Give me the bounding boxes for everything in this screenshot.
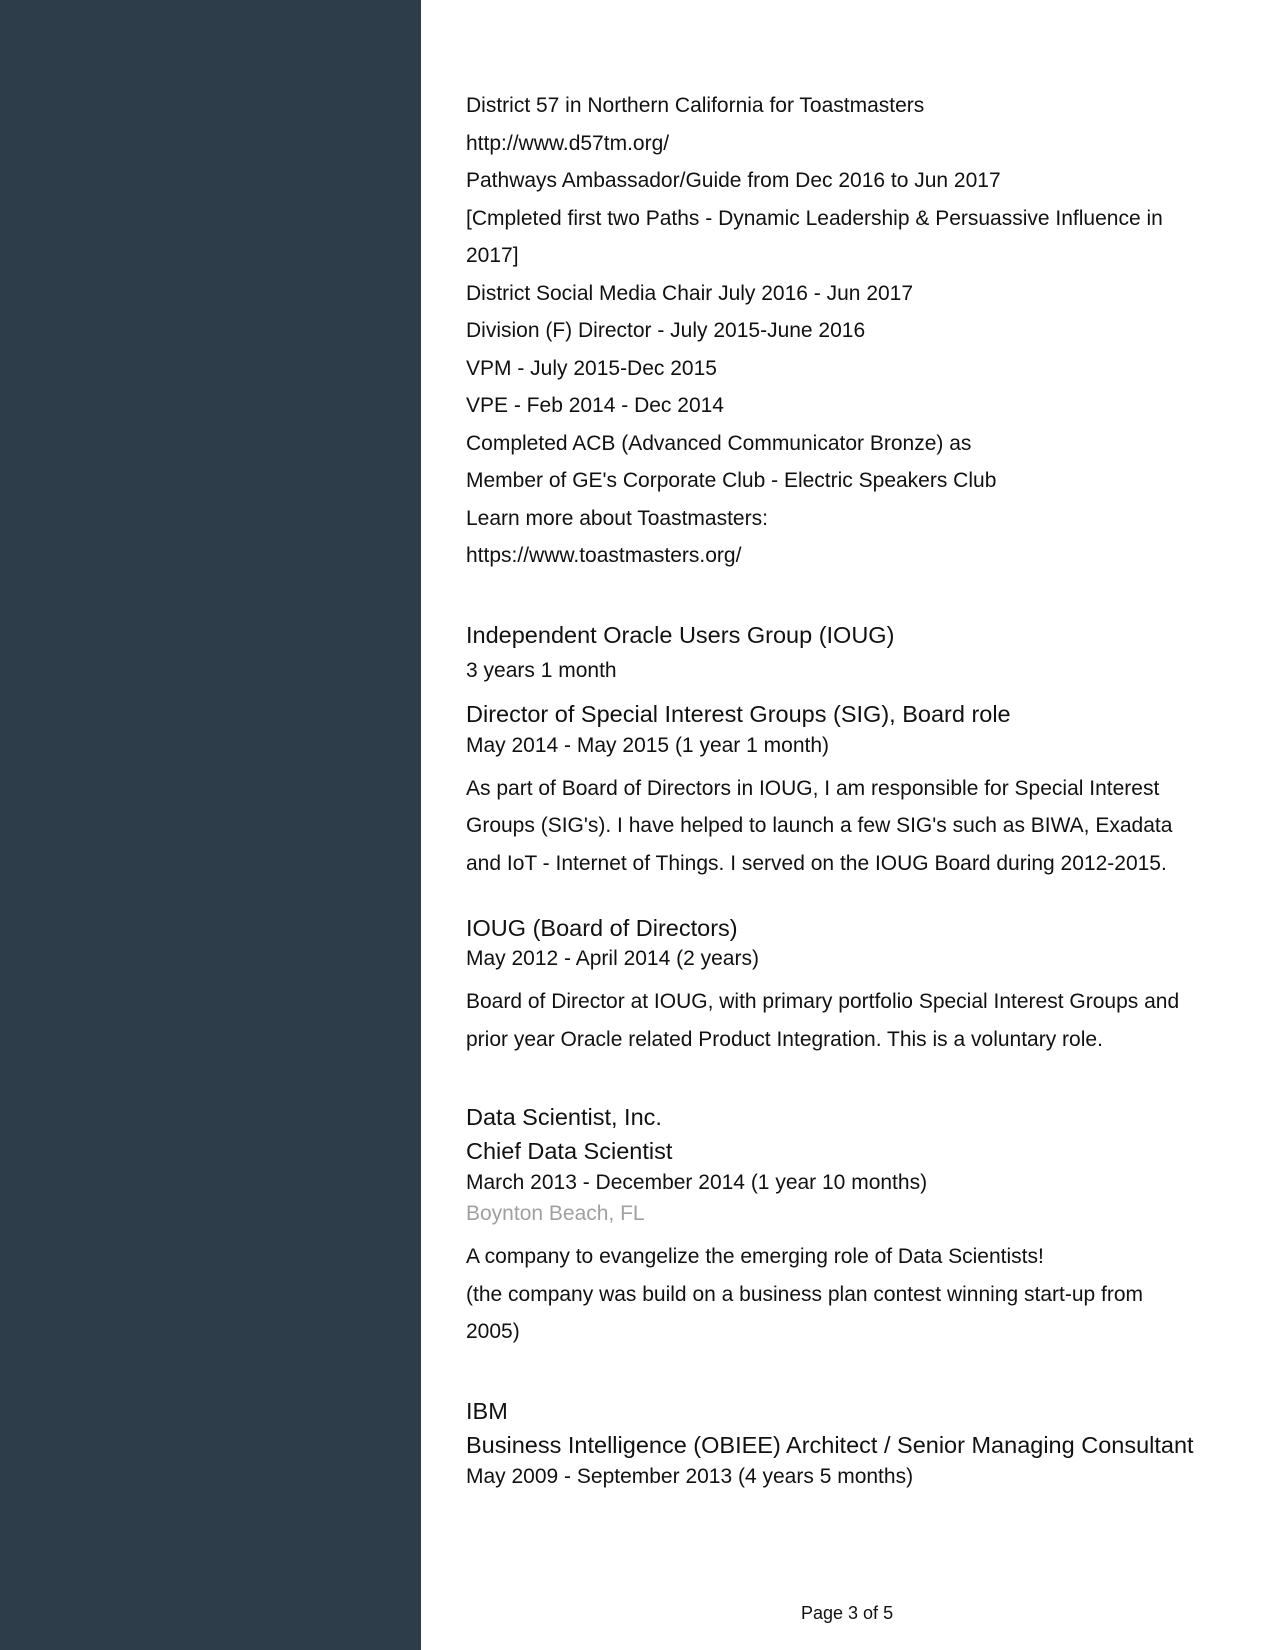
ds-desc: (the company was build on a business plan contest winning start-up from xyxy=(466,1283,1144,1306)
ioug-role-dates: May 2014 - May 2015 (1 year 1 month) xyxy=(466,734,830,757)
toastmasters-line: Completed ACB (Advanced Communicator Bronze) as xyxy=(466,432,972,455)
toastmasters-line: Member of GE's Corporate Club - Electric Speakers Club xyxy=(466,469,997,492)
ioug-role-desc: and IoT - Internet of Things. I served on the IOUG Board during 2012-2015. xyxy=(466,852,1167,875)
toastmasters-line: Learn more about Toastmasters: xyxy=(466,507,768,530)
ibm-org-name: IBM xyxy=(466,1398,508,1424)
toastmasters-line: 2017] xyxy=(466,244,519,267)
ibm-role-title: Business Intelligence (OBIEE) Architect / Senior Managing Consultant xyxy=(466,1432,1194,1458)
sidebar-panel xyxy=(0,0,421,1650)
ds-org-name: Data Scientist, Inc. xyxy=(466,1104,662,1130)
toastmasters-line: Division (F) Director - July 2015-June 2016 xyxy=(466,319,866,342)
ds-location: Boynton Beach, FL xyxy=(466,1202,645,1225)
toastmasters-line: VPE - Feb 2014 - Dec 2014 xyxy=(466,394,724,417)
toastmasters-link[interactable]: https://www.toastmasters.org/ xyxy=(466,544,742,567)
ioug-role-title: IOUG (Board of Directors) xyxy=(466,915,738,941)
ioug-role-dates: May 2012 - April 2014 (2 years) xyxy=(466,947,759,970)
toastmasters-line: Pathways Ambassador/Guide from Dec 2016 to Jun 2017 xyxy=(466,169,1001,192)
ioug-role-desc: Groups (SIG's). I have helped to launch a few SIG's such as BIWA, Exadata xyxy=(466,814,1173,837)
toastmasters-line: District Social Media Chair July 2016 - Jun 2017 xyxy=(466,282,914,305)
toastmasters-line: District 57 in Northern California for Toastmasters xyxy=(466,94,925,117)
ds-role-dates: March 2013 - December 2014 (1 year 10 months) xyxy=(466,1171,928,1194)
toastmasters-link[interactable]: http://www.d57tm.org/ xyxy=(466,132,670,155)
ioug-role-desc: prior year Oracle related Product Integration. This is a voluntary role. xyxy=(466,1028,1103,1051)
ioug-tenure: 3 years 1 month xyxy=(466,659,617,682)
ioug-role-title: Director of Special Interest Groups (SIG), Board role xyxy=(466,701,1011,727)
ds-role-title: Chief Data Scientist xyxy=(466,1138,673,1164)
ioug-role-desc: As part of Board of Directors in IOUG, I am responsible for Special Interest xyxy=(466,777,1160,800)
page-number: Page 3 of 5 xyxy=(801,1603,894,1623)
ioug-role-desc: Board of Director at IOUG, with primary portfolio Special Interest Groups and xyxy=(466,990,1180,1013)
ds-desc: A company to evangelize the emerging role of Data Scientists! xyxy=(466,1245,1044,1268)
toastmasters-line: VPM - July 2015-Dec 2015 xyxy=(466,357,717,380)
ioug-org-name: Independent Oracle Users Group (IOUG) xyxy=(466,622,895,648)
ibm-role-dates: May 2009 - September 2013 (4 years 5 months) xyxy=(466,1465,914,1488)
ds-desc: 2005) xyxy=(466,1320,520,1343)
toastmasters-line: [Cmpleted first two Paths - Dynamic Leadership & Persuassive Influence in xyxy=(466,207,1163,230)
